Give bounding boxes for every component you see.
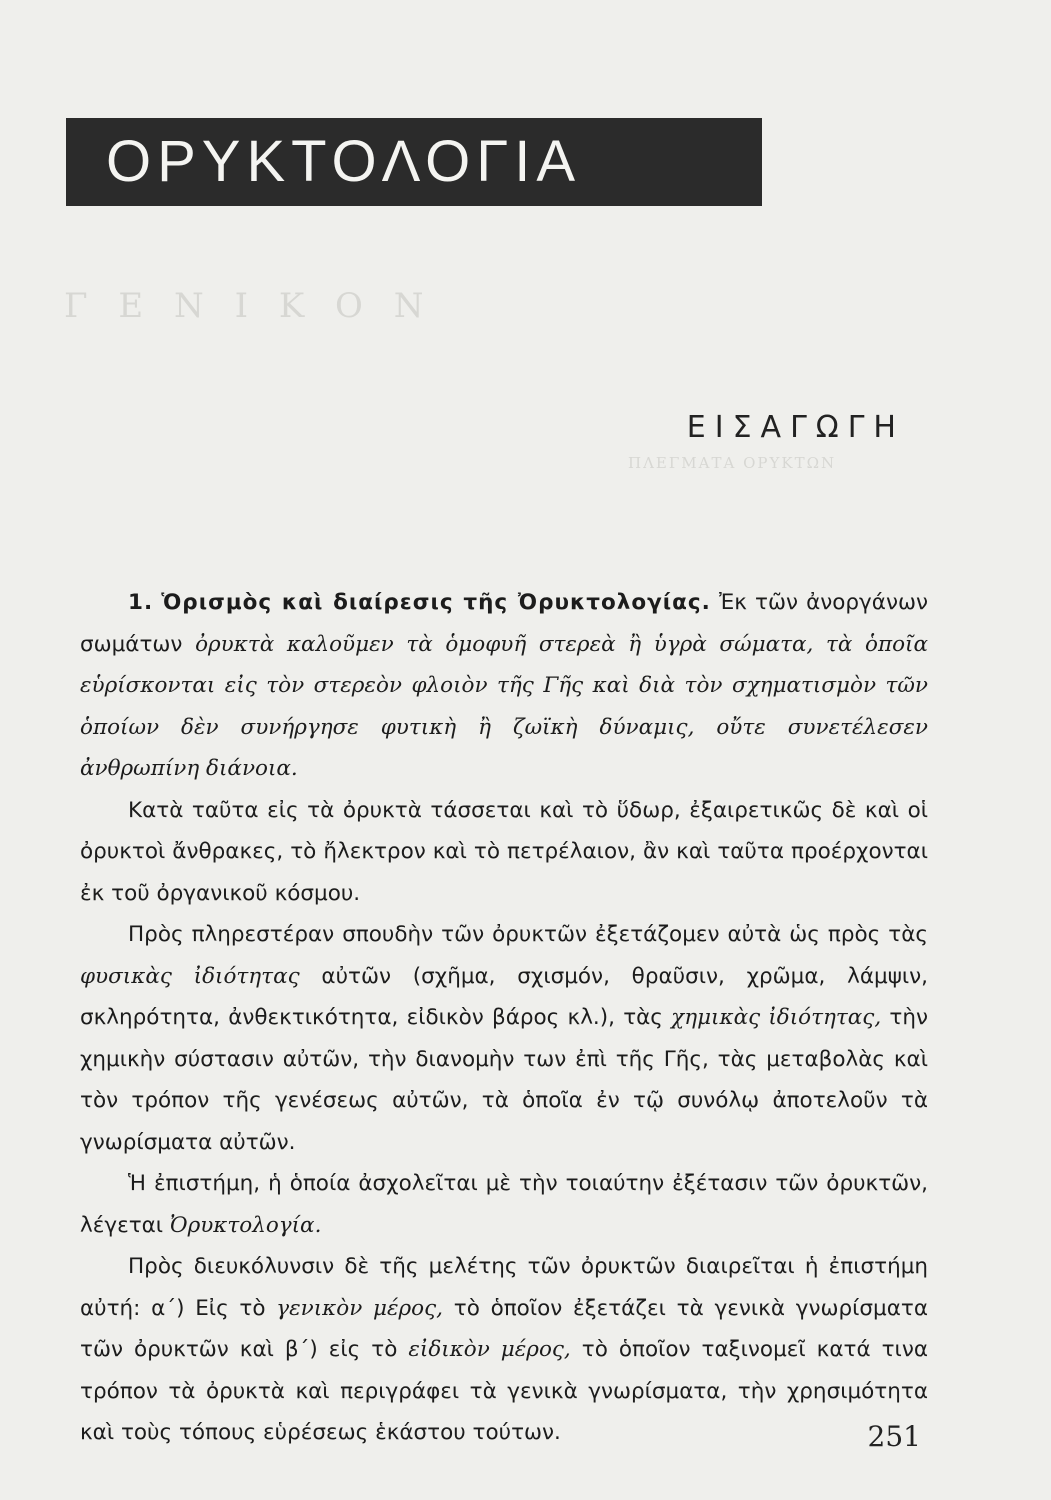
paragraph-lead: Ἐκ τῶν ἀνοργάνων σωμάτων (80, 590, 928, 657)
paragraph-division (80, 1246, 928, 1454)
show-through-heading: Γ Ε Ν Ι Κ Ο Ν (64, 286, 434, 326)
emphasis-chemical: χημικὰς ἰδιότητας, (671, 1005, 882, 1030)
chapter-title: ΟΡΥΚΤΟΛΟΓΙΑ (106, 129, 582, 194)
text-run: Πρὸς πληρεστέραν σπουδὴν τῶν ὀρυκτῶν ἐξετάζομεν αὐτὰ ὡς πρὸς τὰς (128, 922, 928, 947)
text-run: τὴν χημικὴν σύστασιν αὐτῶν, τὴν διανομὴν των ἐπὶ τῆς Γῆς, τὰς μεταβολὰς καὶ τὸν τρόπον τῆς γενέσεως αὐτῶν, τὰ ὁποῖα ἐν τῷ συνόλῳ ἀποτελοῦν τὰ γνωρίσματα αὐτῶν. (80, 1005, 929, 1155)
body-text (80, 582, 928, 1454)
text-run: Ἡ ἐπιστήμη, ἡ ὁποία ἀσχολεῖται μὲ τὴν τοιαύτην ἐξέτασιν τῶν ὀρυκτῶν, λέγεται (80, 1171, 928, 1238)
page-number: 251 (867, 1420, 921, 1453)
emphasis-physical: φυσικὰς ἰδιότητας (80, 963, 300, 989)
paragraph-heading: Ὁρισμὸς καὶ διαίρεσις τῆς Ὀρυκτολογίας. (161, 590, 711, 615)
text-run: τὸ ὁποῖον ἐξετάζει τὰ γενικὰ γνωρίσματα τῶν ὀρυκτῶν καὶ β΄) εἰς τὸ (80, 1295, 929, 1362)
show-through-subheading: ΠΛΕΓΜΑΤΑ ΟΡΥΚΤΩΝ (628, 454, 837, 472)
text-run: Πρὸς διευκόλυνσιν δὲ τῆς μελέτης τῶν ὀρυκτῶν διαιρεῖται ἡ ἐπιστήμη αὐτή: α΄) Εἰς τὸ (80, 1254, 928, 1321)
emphasis-special-part: εἰδικὸν μέρος, (408, 1337, 571, 1362)
text-run: αὐτῶν (σχῆμα, σχισμόν, θραῦσιν, χρῶμα, λάμψιν, σκληρότητα, ἀνθεκτικότητα, εἰδικὸν βάρος κλ.), τὰς (80, 963, 929, 1030)
paragraph-definition (80, 582, 928, 790)
paragraph-science (80, 1163, 928, 1246)
emphasis-mineralogy: Ὀρυκτολογία. (169, 1212, 322, 1238)
paragraph-number: 1. (128, 590, 154, 615)
section-title: ΕΙΣΑΓΩΓΗ (686, 410, 905, 445)
definition-text: ὀρυκτὰ καλοῦμεν τὰ ὁμοφυῆ στερεὰ ἢ ὑγρὰ σώματα, τὰ ὁποῖα εὑρίσκονται εἰς τὸν στερεὸν φλοιὸν τῆς Γῆς καὶ διὰ τὸν σχηματισμὸν τῶν ὁποίων δὲν συνήργησε φυτικὴ ἢ ζωϊκὴ δύναμις, οὔτε συνετέλεσεν ἀνθρωπίνη διάνοια. (80, 631, 928, 781)
paragraph-properties (80, 914, 928, 1163)
emphasis-general-part: γενικὸν μέρος, (276, 1295, 443, 1321)
paragraph-water: Κατὰ ταῦτα εἰς τὰ ὀρυκτὰ τάσσεται καὶ τὸ ὕδωρ, ἐξαιρετικῶς δὲ καὶ οἱ ὀρυκτοὶ ἄνθρακες, τὸ ἤλεκτρον καὶ τὸ πετρέλαιον, ἂν καὶ ταῦτα προέρχονται ἐκ τοῦ ὀργανικοῦ κόσμου. (80, 797, 928, 906)
text-run: τὸ ὁποῖον ταξινομεῖ κατά τινα τρόπον τὰ ὀρυκτὰ καὶ περιγράφει τὰ γενικὰ γνωρίσματα, τὴν χρησιμότητα καὶ τοὺς τόπους εὑρέσεως ἑκάστου τούτων. (80, 1337, 929, 1445)
